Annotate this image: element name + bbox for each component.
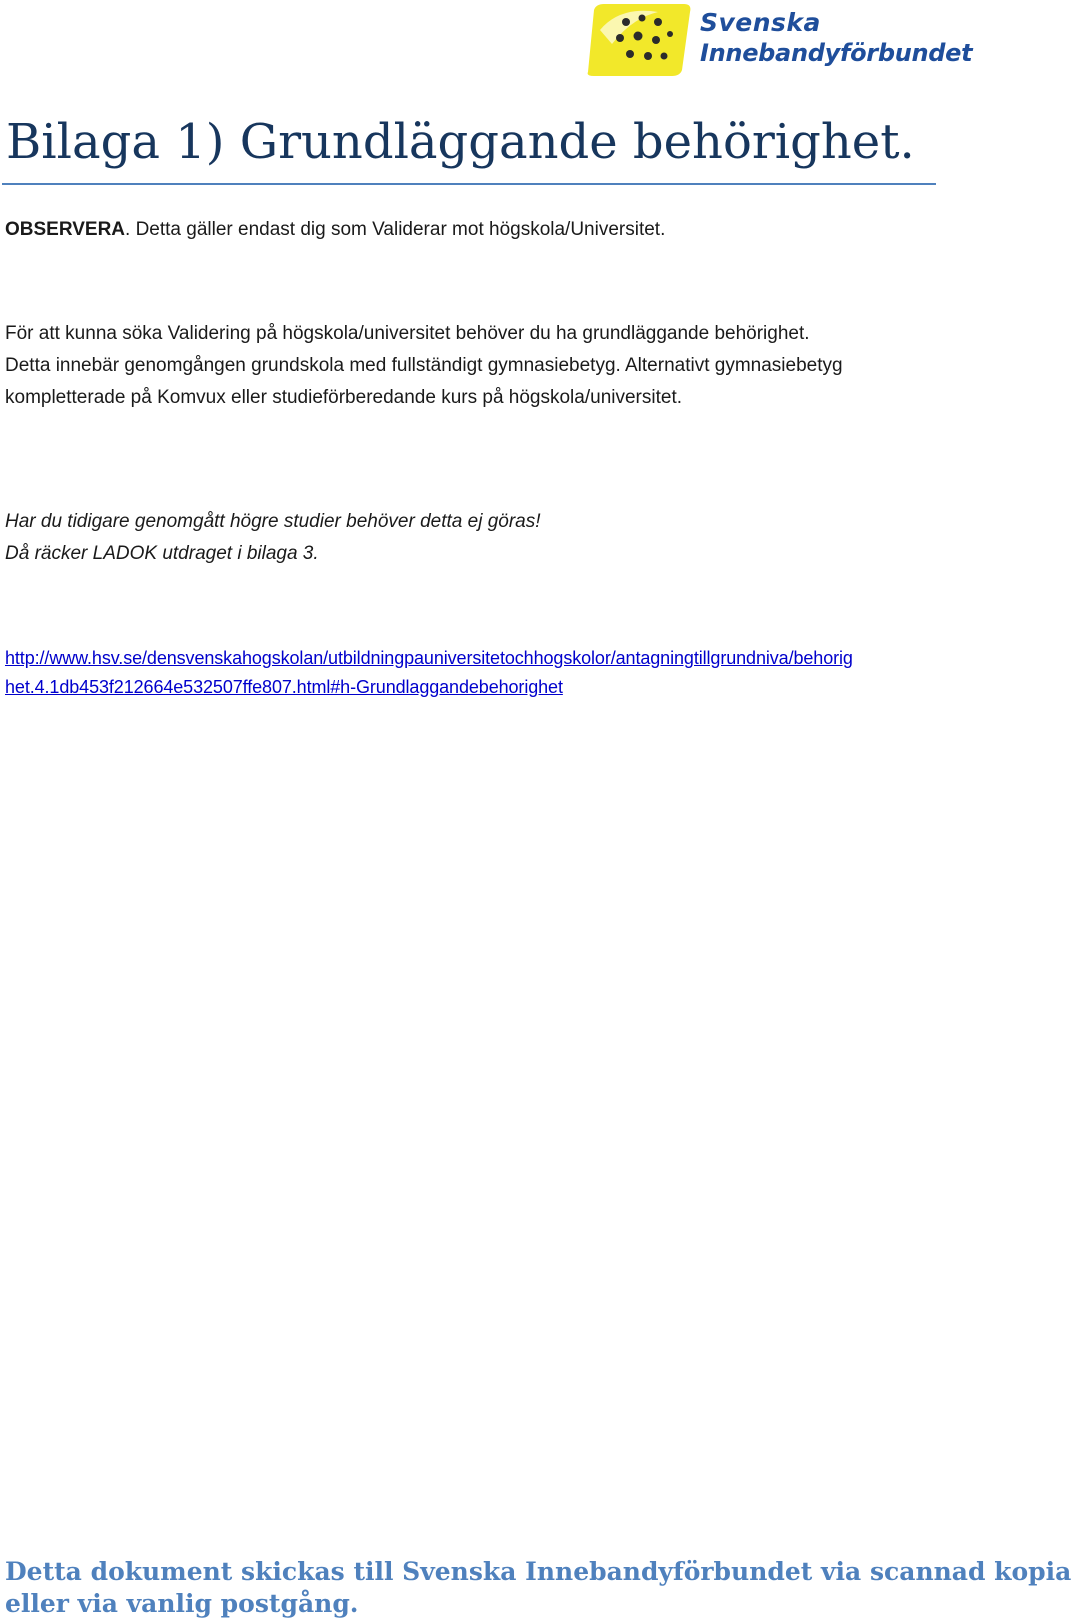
italic-line-1: Har du tidigare genomgått högre studier behöver detta ej göras! bbox=[5, 511, 541, 532]
body-paragraph bbox=[5, 318, 843, 414]
hsv-link-line-2: het.4.1db453f212664e532507ffe807.html#h-Grundlaggandebehorighet bbox=[5, 677, 563, 697]
hsv-link[interactable] bbox=[5, 644, 853, 702]
body-line-3: kompletterade på Komvux eller studieförberedande kurs på högskola/universitet. bbox=[5, 387, 682, 408]
title-divider bbox=[2, 183, 936, 185]
footer-line-2: eller via vanlig postgång. bbox=[5, 1589, 359, 1618]
page-title: Bilaga 1) Grundläggande behörighet. bbox=[6, 114, 915, 170]
notice-text: . Detta gäller endast dig som Validerar mot högskola/Universitet. bbox=[125, 219, 666, 240]
notice-paragraph bbox=[5, 214, 665, 246]
logo bbox=[580, 0, 973, 80]
notice-label: OBSERVERA bbox=[5, 219, 126, 240]
body-line-1: För att kunna söka Validering på högskola/universitet behöver du ha grundläggande behörighet. bbox=[5, 323, 810, 344]
logo-text bbox=[700, 8, 972, 68]
body-line-2: Detta innebär genomgången grundskola med fullständigt gymnasiebetyg. Alternativt gymnasiebetyg bbox=[5, 355, 843, 376]
footer-line-1: Detta dokument skickas till Svenska Innebandyförbundet via scannad kopia bbox=[5, 1557, 1071, 1586]
logo-line-2: Innebandyförbundet bbox=[700, 39, 973, 67]
logo-line-1: Svenska bbox=[700, 8, 821, 37]
italic-line-2: Då räcker LADOK utdraget i bilaga 3. bbox=[5, 543, 319, 564]
floorball-icon bbox=[580, 0, 700, 80]
footer-note bbox=[5, 1556, 1071, 1620]
hsv-link-line-1: http://www.hsv.se/densvenskahogskolan/utbildningpauniversitetochhogskolor/antagningtillgrundniva/behorig bbox=[5, 648, 853, 668]
italic-paragraph bbox=[5, 506, 541, 570]
